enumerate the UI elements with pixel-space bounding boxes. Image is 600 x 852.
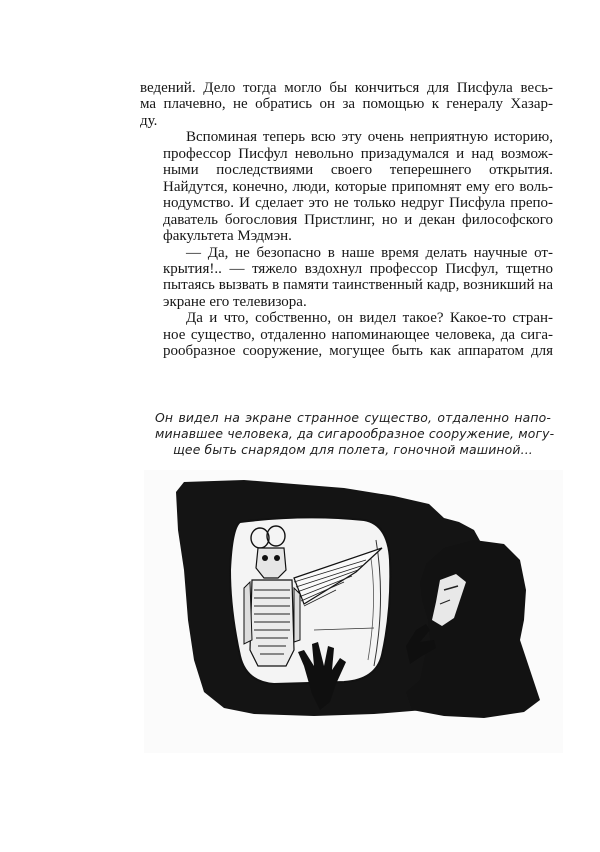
caption-line: минавшее человека, да сигарообразное сооружение, могу-: [155, 426, 555, 441]
text-line: ными последствиями своего теперешнего открытия.: [163, 162, 553, 179]
text-line: Найдутся, конечно, люди, которые припомнят ему его воль-: [163, 178, 553, 195]
text-line: ма плачевно, не обратись он за помощью к генералу Хазар-: [140, 96, 553, 113]
text-line: Вспоминая теперь всю эту очень неприятную историю,: [186, 129, 553, 146]
text-line: ду.: [140, 112, 158, 129]
caption-line: Он видел на экране странное существо, отдаленно напо-: [155, 410, 551, 425]
text-line: Да и что, собственно, он видел такое? Какое-то стран-: [186, 310, 553, 327]
text-line: профессор Писфул невольно призадумался и над возмож-: [163, 145, 553, 162]
illustration: [144, 470, 563, 753]
illustration-caption: [155, 410, 555, 458]
text-line: нодумство. И сделает это не только недруг Писфула препо-: [163, 195, 553, 212]
text-line: ведений. Дело тогда могло бы кончиться для Писфула весь-: [140, 80, 553, 96]
tv-creature-drawing-icon: [144, 470, 563, 753]
paragraph-2: [140, 129, 553, 244]
text-line: экране его телевизора.: [163, 293, 307, 310]
body-text: [140, 80, 553, 360]
text-line: ное существо, отдаленно напоминающее человека, да сига-: [163, 326, 553, 343]
paragraph-1: [140, 80, 553, 129]
caption-line: щее быть снарядом для полета, гоночной машиной...: [173, 442, 533, 457]
text-line: пытаясь вызвать в памяти таинственный кадр, возникший на: [163, 277, 553, 294]
text-line: факультета Мэдмэн.: [163, 228, 292, 245]
paragraph-3: [140, 245, 553, 311]
text-line: рообразное сооружение, могущее быть как аппаратом для: [163, 343, 553, 360]
text-line: — Да, не безопасно в наше время делать научные от-: [186, 244, 553, 261]
text-line: даватель богословия Пристлинг, но и декан философского: [163, 211, 553, 228]
paragraph-4: [140, 310, 553, 359]
text-line: крытия!.. — тяжело вздохнул профессор Писфул, тщетно: [163, 260, 553, 277]
